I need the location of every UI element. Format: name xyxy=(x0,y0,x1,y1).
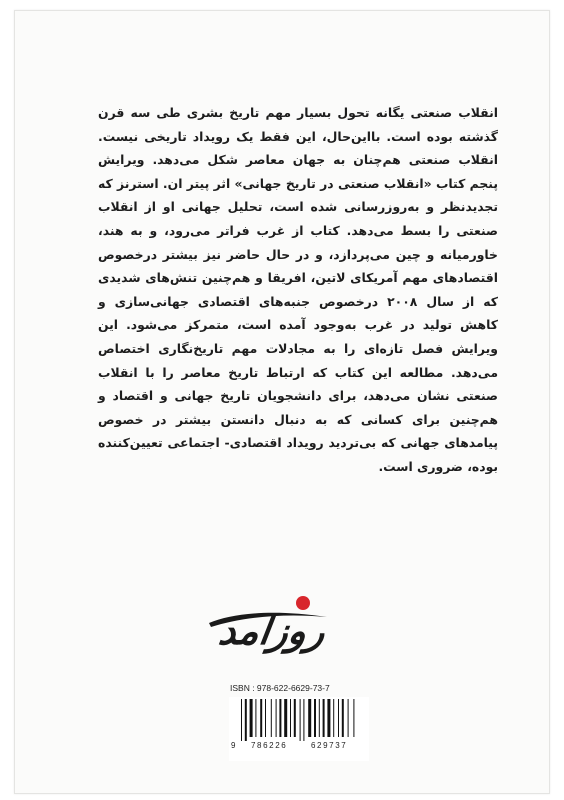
publisher-logo-text: روزامد xyxy=(215,608,329,653)
barcode-bar xyxy=(294,699,296,737)
barcode-bar xyxy=(265,699,266,737)
barcode-bar xyxy=(353,699,354,737)
barcode-bar xyxy=(284,699,287,737)
barcode-bar xyxy=(314,699,316,737)
back-cover-blurb: انقلاب صنعتی یگانه تحول بسیار مهم تاریخ بشری طی سه قرن گذشته بوده است. بااین‌حال، این فقط یک رویداد تاریخی نیست. انقلاب صنعتی هم‌چنان به جهان معاصر شکل می‌دهد. ویرایش پنجم کتاب «انقلاب صنعتی در تاریخ جهانی» اثر پیتر ان. استرنز که تجدیدنظر و به‌روزرسانی شده است، تحلیل جهانی او از انقلاب صنعتی را بسط می‌دهد. کتاب از غرب فراتر می‌رود، و به هند، خاورمیانه و چین می‌پردازد، و در حال حاضر نیز بیشتر درخصوص اقتصادهای مهم آمریکای لاتین، افریقا و هم‌چنین تنش‌های شدیدی که از سال ۲۰۰۸ درخصوص جنبه‌های اقتصادی جهانی‌سازی و کاهش تولید در غرب به‌وجود آمده است، متمرکز می‌شود. این ویرایش فصل تازه‌ای را به مجادلات مهم تاریخ‌نگاری اختصاص می‌دهد. مطالعه این کتاب که ارتباط تاریخ معاصر را با انقلاب صنعتی نشان می‌دهد، برای دانشجویان تاریخ جهانی و اقتصاد و هم‌چنین برای کسانی که به دنبال دانستن بیشتر در خصوص پیامدهای جهانی که بی‌تردید رویداد اقتصادی- اجتماعی تعیین‌کننده بوده، ضروری است. xyxy=(98,105,498,474)
barcode-digits xyxy=(229,741,369,753)
barcode-lead-digit: 9 xyxy=(231,741,236,750)
barcode-bar xyxy=(303,699,304,741)
barcode-bar xyxy=(319,699,320,737)
barcode-bar xyxy=(290,699,291,737)
barcode-left-digits: 786226 xyxy=(251,741,288,750)
barcode-bar xyxy=(279,699,281,737)
barcode-bars xyxy=(239,699,359,741)
barcode-bar xyxy=(250,699,253,737)
barcode-bar xyxy=(342,699,344,737)
barcode-bar xyxy=(255,699,256,737)
barcode xyxy=(229,697,369,761)
barcode-bar xyxy=(327,699,330,737)
barcode-bar xyxy=(333,699,334,737)
barcode-bar xyxy=(338,699,339,737)
barcode-right-digits: 629737 xyxy=(311,741,348,750)
publisher-logo xyxy=(203,583,333,673)
barcode-bar xyxy=(300,699,301,741)
barcode-bar xyxy=(241,699,242,741)
back-cover xyxy=(14,10,550,794)
barcode-bar xyxy=(348,699,349,737)
barcode-bar xyxy=(271,699,272,737)
barcode-bar xyxy=(245,699,247,741)
barcode-bar xyxy=(276,699,277,737)
barcode-bar xyxy=(308,699,311,737)
barcode-bar xyxy=(323,699,325,737)
isbn-label: ISBN : 978-622-6629-73-7 xyxy=(230,683,330,693)
barcode-bar xyxy=(260,699,262,737)
